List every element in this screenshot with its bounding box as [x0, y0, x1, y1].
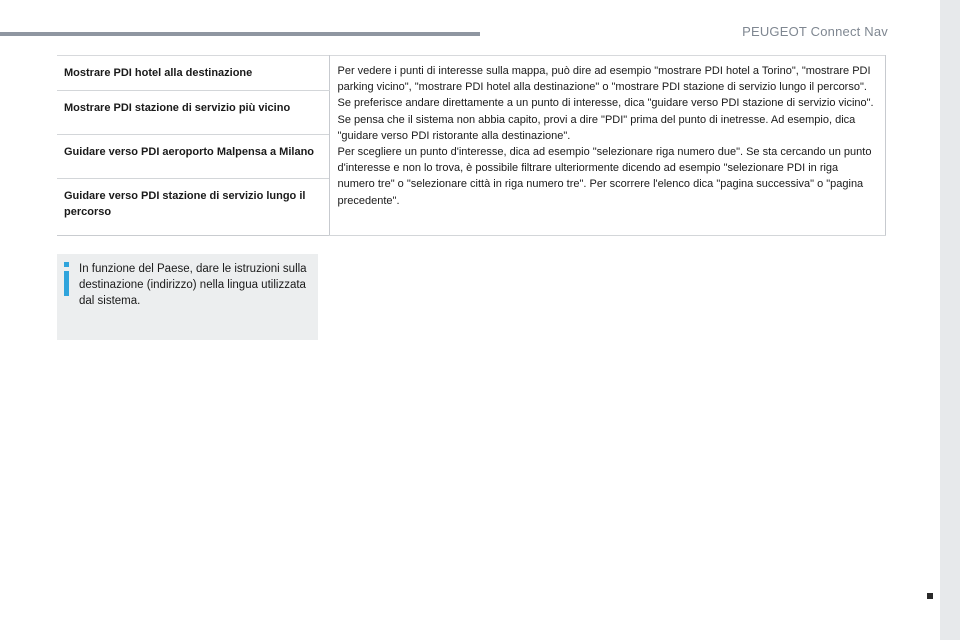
page-header-title: PEUGEOT Connect Nav: [742, 24, 888, 39]
page-end-marker: [927, 593, 933, 599]
command-description: [329, 56, 885, 236]
command-text: Mostrare PDI hotel alla destinazione: [64, 67, 253, 79]
voice-commands-table: [57, 55, 886, 236]
info-icon: [63, 262, 73, 302]
command-text: Guidare verso PDI aeroporto Malpensa a Milano: [64, 146, 315, 158]
info-note: [57, 254, 318, 340]
description-paragraph: Per vedere i punti di interesse sulla mappa, può dire ad esempio "mostrare PDI hotel a Torino", "mostrare PDI parking vicino", "mostrare PDI hotel alla destinazione" o "mostrare PDI stazione di servizio lungo il percorso". Se preferisce andare direttamente a un punto di interesse, dica "guidare verso PDI stazione di servizio vicino". Se pensa che il sistema non abbia capito, provi a dire "PDI" prima del punto di inetresse. Ad esempio, dica "guidare verso PDI ristorante alla destinazione".: [337, 65, 874, 142]
description-paragraph: Per scegliere un punto d'interesse, dica ad esempio "selezionare riga numero due". Se sta cercando un punto d'interesse e non lo trova, è possibile filtrare ulteriormente dicendo ad esempio "selezionare PDI in riga numero tre" o "selezionare città in riga numero tre". Per scorrere l'elenco dica "pagina successiva" o "pagina precedente".: [337, 146, 872, 207]
info-note-text: In funzione del Paese, dare le istruzioni sulla destinazione (indirizzo) nella lingua utilizzata dal sistema.: [79, 263, 307, 307]
command-text: Guidare verso PDI stazione di servizio lungo il percorso: [64, 190, 306, 218]
page-edge-strip: [940, 0, 960, 640]
command-text: Mostrare PDI stazione di servizio più vicino: [64, 102, 291, 114]
table-row: [57, 56, 885, 91]
header-bar: [0, 32, 480, 36]
